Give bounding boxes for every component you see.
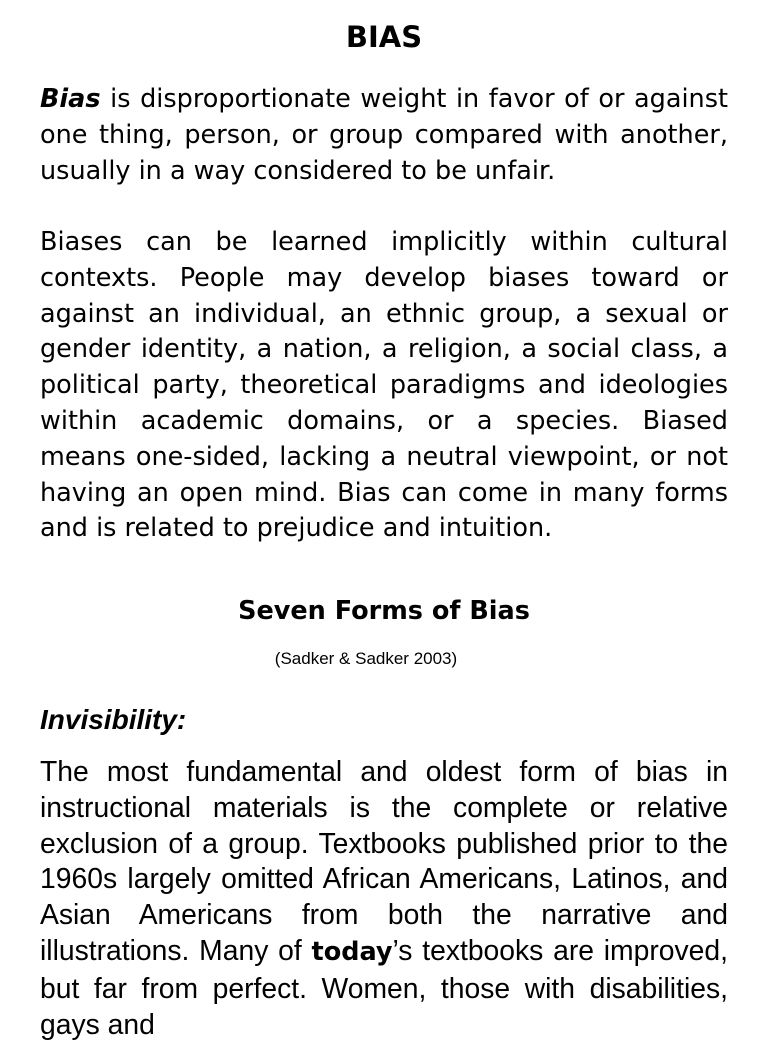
intro-text: is disproportionate weight in favor of or against one thing, person, or group compared with another, usually in a way considered to be unfair. — [40, 84, 728, 186]
document-title: BIAS — [345, 20, 423, 54]
citation: (Sadker & Sadker 2003) — [274, 649, 458, 668]
lead-term: Bias — [40, 84, 101, 114]
biases-paragraph: Biases can be learned implicitly within cultural contexts. People may develop biases toward or against an individual, an ethnic group, a sexual or gender identity, a nation, a religion, a social class, a political party, theoretical paradigms and ideologies within academic domains, or a species. Biased means one-sided, lacking a neutral viewpoint, or not having an open mind. Bias can come in many forms and is related to prejudice and intuition. — [40, 227, 728, 544]
intro-paragraph — [40, 82, 728, 189]
invisibility-paragraph — [40, 754, 728, 1042]
invisibility-text-end: ’s textbooks are improved, but far from perfect. Women, those with disabilities, gays and — [40, 933, 728, 1040]
section-title: Seven Forms of Bias — [238, 596, 530, 626]
invisibility-heading: Invisibility: — [40, 704, 187, 735]
emphasis-today: today — [311, 936, 393, 967]
invisibility-text-start: The most fundamental and oldest form of bias in instructional materials is the complete or relative exclusion of a group. Textbooks published prior to the 1960s largely omitted African Americans, Latinos, and Asian Americans from both the narrative and illustrations. Many of — [40, 755, 728, 966]
